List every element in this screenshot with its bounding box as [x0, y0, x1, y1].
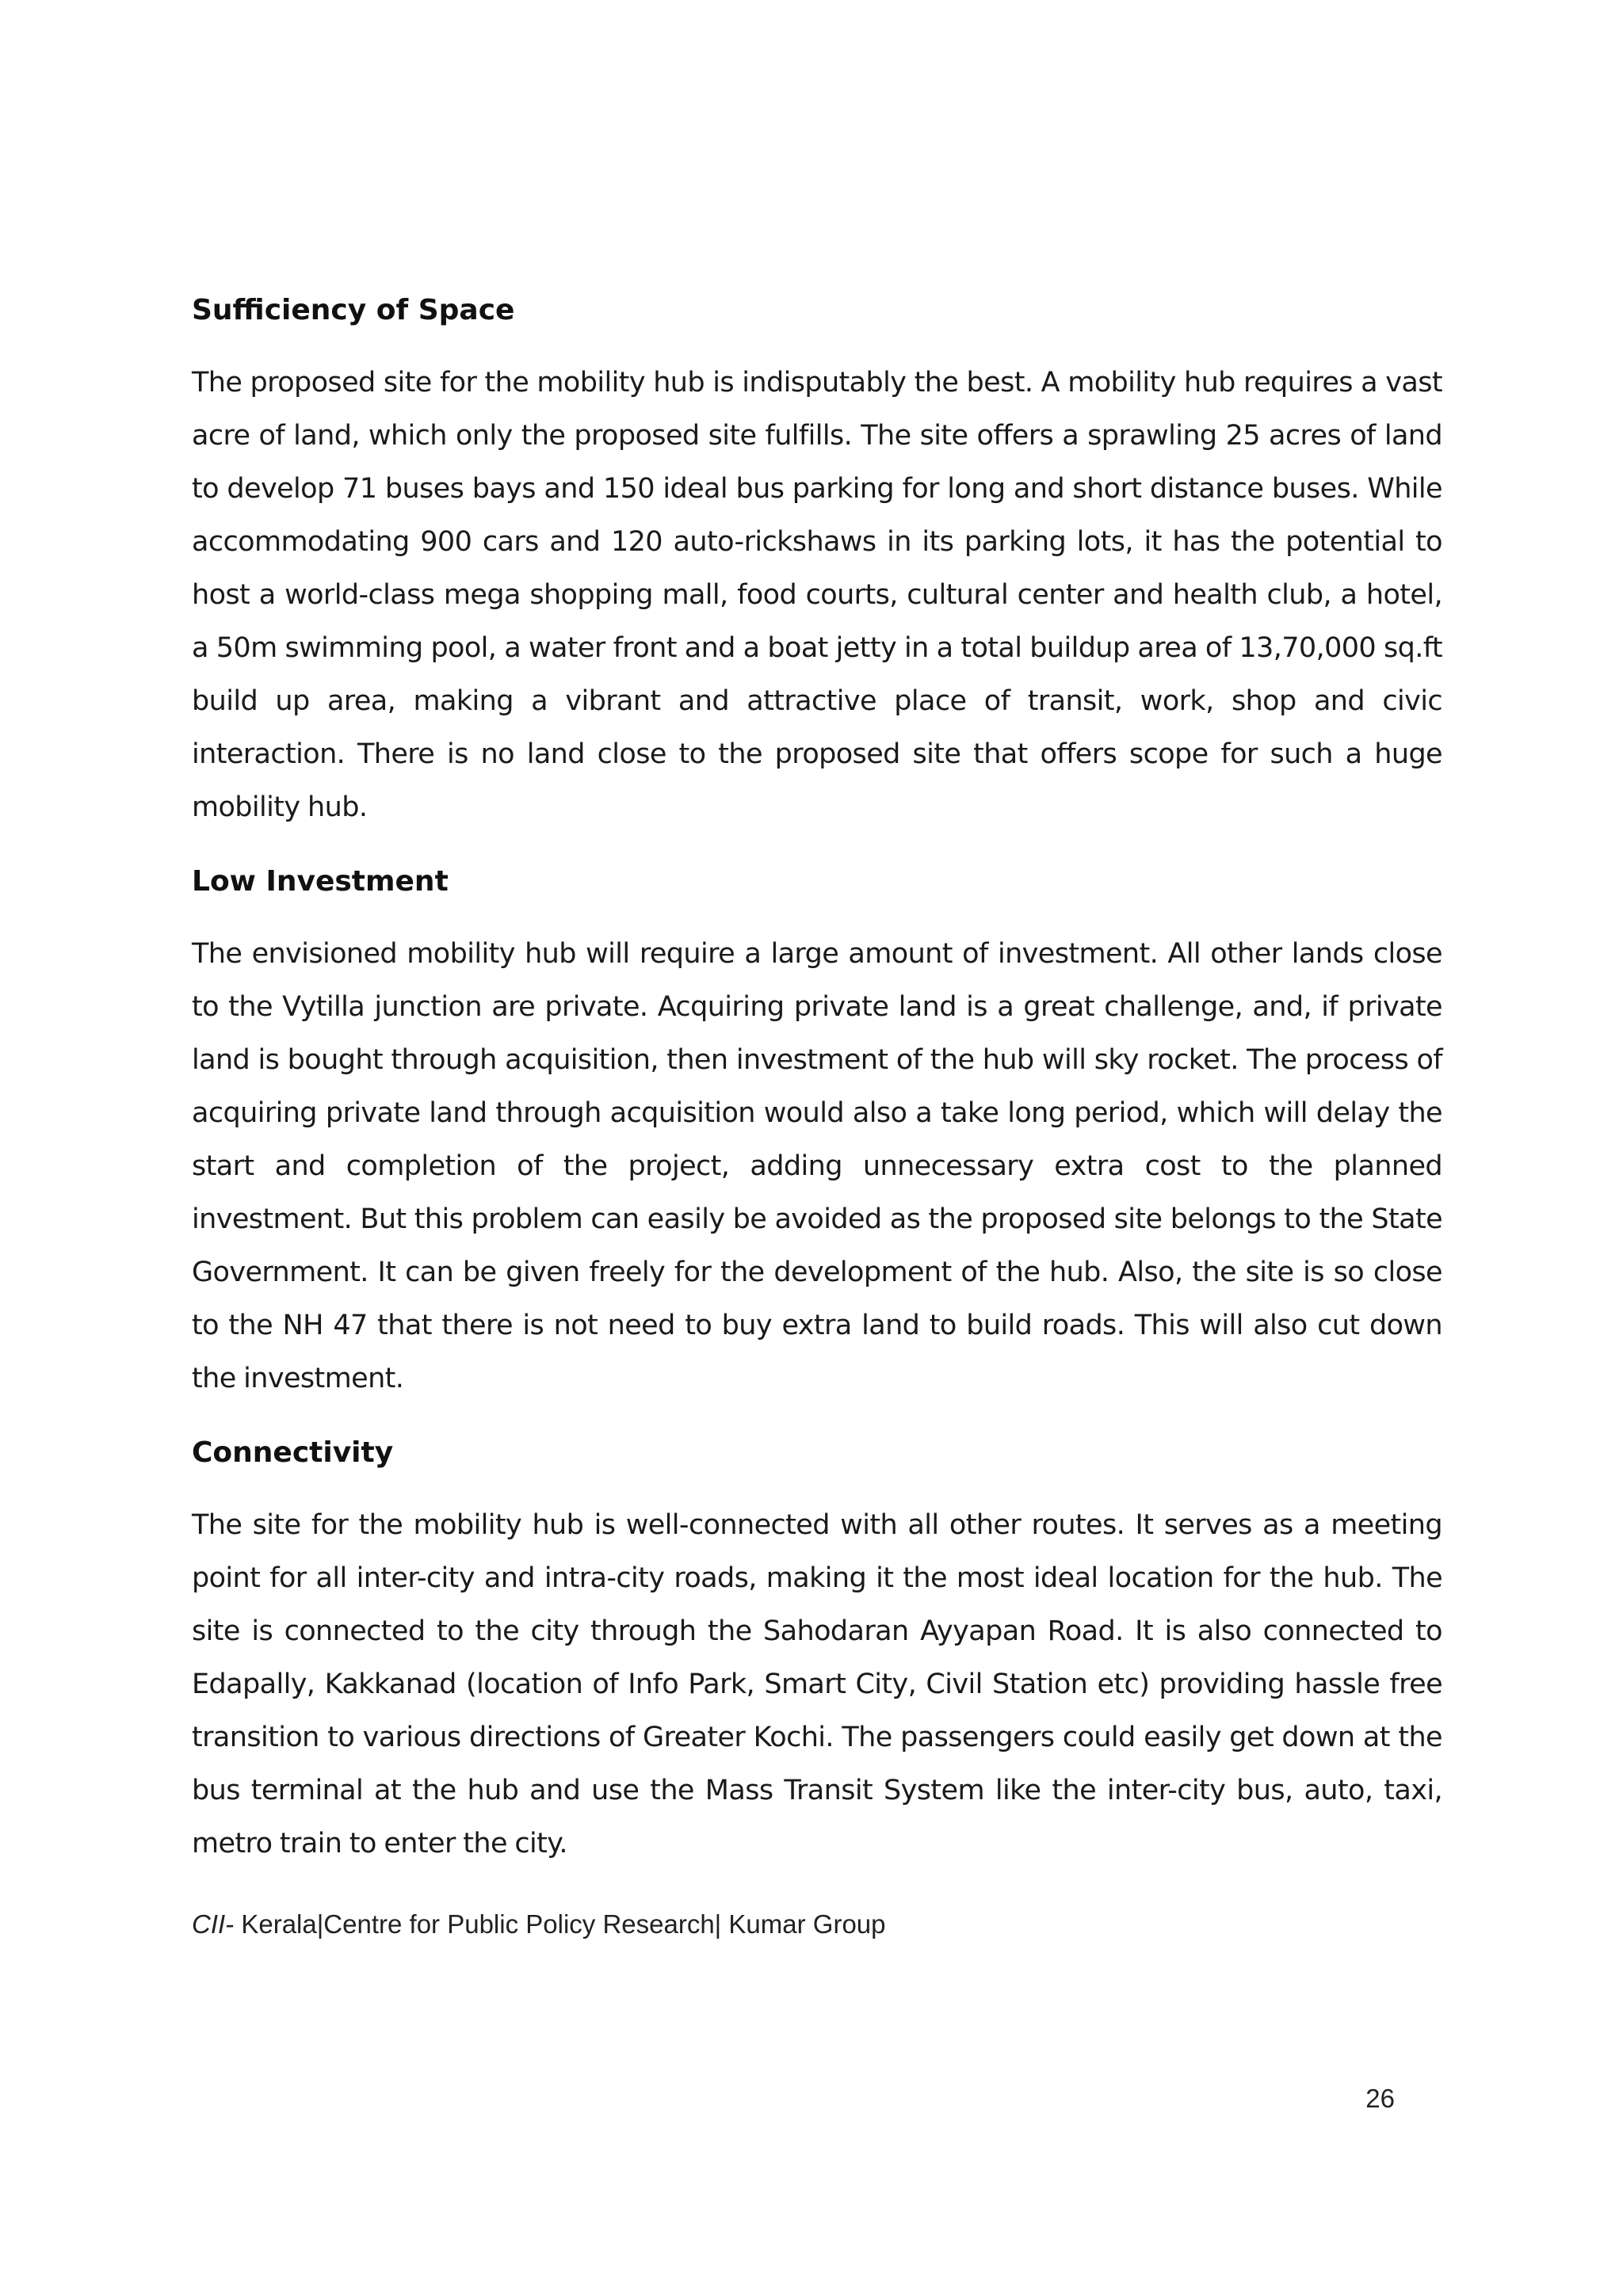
section-heading: Sufficiency of Space — [192, 294, 515, 326]
section-connectivity — [192, 1429, 1442, 1871]
section-heading: Low Investment — [192, 865, 449, 898]
section-paragraph: The proposed site for the mobility hub is indisputably the best. A mobility hub requires a vast acre of land, which only the proposed site fulfills. The site offers a sprawling 25 acres of land to develop 71 buses bays and 150 ideal bus parking for long and short distance buses. While accommodating 900 cars and 120 auto-rickshaws in its parking lots, it has the potential to host a world-class mega shopping mall, food courts, cultural center and health club, a hotel, a 50m swimming pool, a water front and a boat jetty in a total buildup area of 13,70,000 sq.ft build up area, making a vibrant and attractive place of transit, work, shop and civic interaction. There is no land close to the proposed site that offers scope for such a huge mobility hub. — [192, 367, 1442, 823]
section-sufficiency-of-space — [192, 287, 1442, 834]
section-low-investment — [192, 858, 1442, 1405]
page-footer — [192, 1909, 886, 1939]
footer-organizations: Kerala|Centre for Public Policy Research| Kumar Group — [234, 1909, 886, 1939]
page-number: 26 — [1365, 2084, 1395, 2113]
section-heading: Connectivity — [192, 1436, 394, 1469]
section-paragraph: The site for the mobility hub is well-connected with all other routes. It serves as a meeting point for all inter-city and intra-city roads, making it the most ideal location for the hub. The site is connected to the city through the Sahodaran Ayyapan Road. It is also connected to Edapally, Kakkanad (location of Info Park, Smart City, Civil Station etc) providing hassle free transition to various directions of Greater Kochi. The passengers could easily get down at the bus terminal at the hub and use the Mass Transit System like the inter-city bus, auto, taxi, metro train to enter the city. — [192, 1509, 1442, 1859]
page-content — [192, 287, 1442, 1894]
footer-cii: CII- — [192, 1909, 235, 1939]
section-paragraph: The envisioned mobility hub will require a large amount of investment. All other lands close to the Vytilla junction are private. Acquiring private land is a great challenge, and, if private land is bought through acquisition, then investment of the hub will sky rocket. The process of acquiring private land through acquisition would also a take long period, which will delay the start and completion of the project, adding unnecessary extra cost to the planned investment. But this problem can easily be avoided as the proposed site belongs to the State Government. It can be given freely for the development of the hub. Also, the site is so close to the NH 47 that there is not need to buy extra land to build roads. This will also cut down the investment. — [192, 938, 1442, 1394]
